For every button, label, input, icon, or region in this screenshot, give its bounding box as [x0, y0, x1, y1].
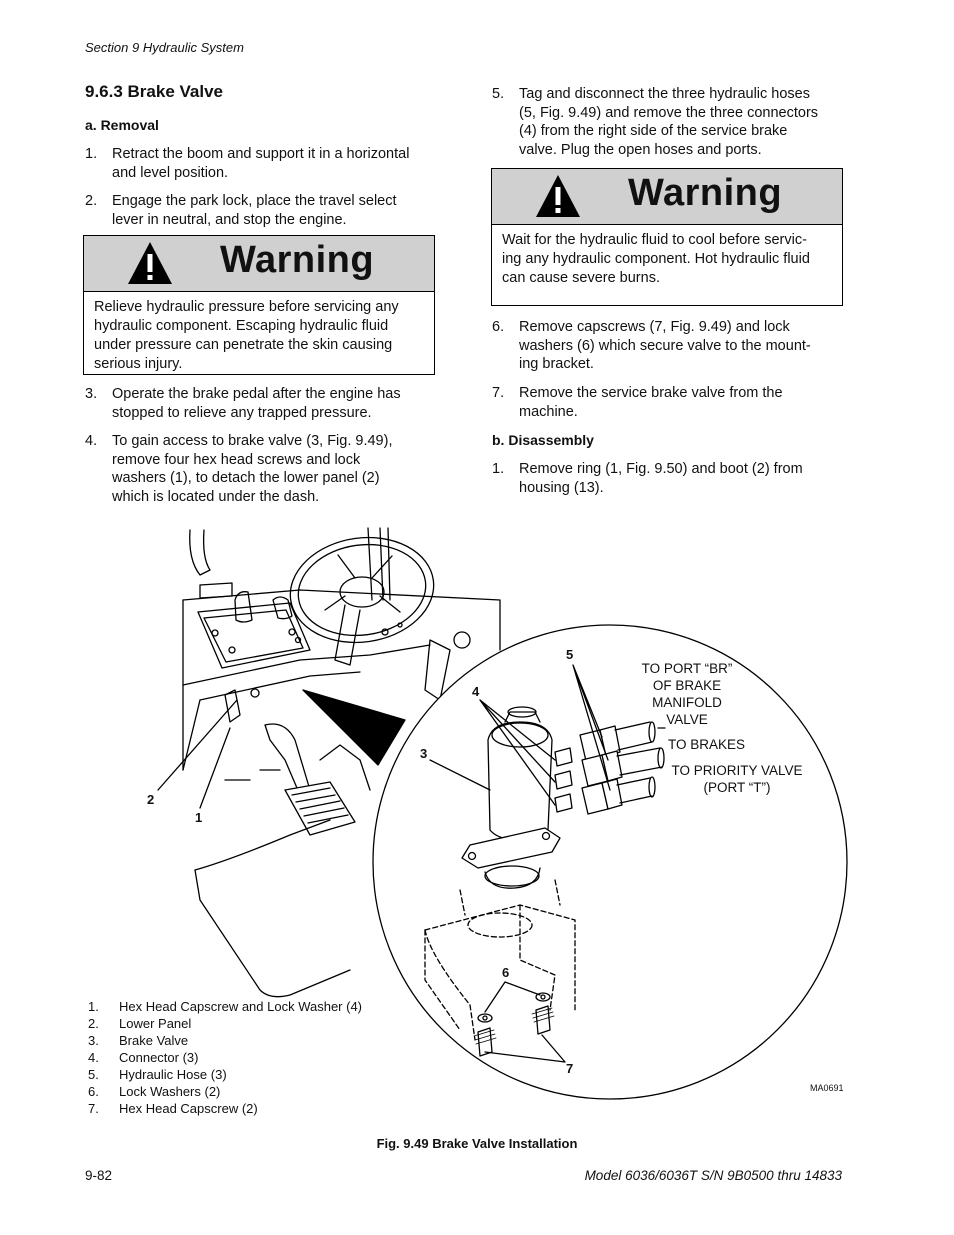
- step-line: Remove capscrews (7, Fig. 9.49) and lock: [519, 319, 790, 335]
- warning-triangle-icon: [126, 240, 174, 286]
- step-line: housing (13).: [519, 479, 604, 496]
- step-number: 6.: [492, 319, 505, 335]
- warning-header: [492, 169, 842, 225]
- disassembly-heading: b. Disassembly: [492, 432, 594, 448]
- to-priority-label: [667, 762, 807, 796]
- label-line: MANIFOLD: [652, 695, 722, 710]
- removal-step-1: [85, 145, 445, 185]
- callout-7: 7: [566, 1061, 574, 1076]
- warning-line: under pressure can penetrate the skin causing: [94, 337, 393, 353]
- callout-6: 6: [502, 965, 510, 980]
- warning-triangle-icon: [534, 173, 582, 219]
- zoom-pointer: [303, 690, 405, 765]
- step-line: which is located under the dash.: [112, 488, 320, 505]
- label-line: OF BRAKE: [652, 678, 722, 693]
- step-line: (5, Fig. 9.49) and remove the three connectors: [519, 104, 819, 121]
- model-info: Model 6036/6036T S/N 9B0500 thru 14833: [584, 1168, 842, 1183]
- detail-circle: [373, 625, 847, 1099]
- step-line: stopped to relieve any trapped pressure.: [112, 404, 372, 421]
- warning-header: [84, 236, 434, 292]
- warning-line: Wait for the hydraulic fluid to cool before servic-: [502, 232, 807, 248]
- step-line: and level position.: [112, 164, 229, 181]
- step-line: (4) from the right side of the service brake: [519, 123, 788, 139]
- removal-step-4: [85, 432, 445, 508]
- callout-1: 1: [195, 810, 203, 825]
- step-line: washers (6) which secure valve to the mount-: [519, 337, 811, 354]
- step-number: 3.: [85, 386, 98, 402]
- to-brakes-label: TO BRAKES: [668, 737, 746, 752]
- step-number: 1.: [492, 461, 505, 477]
- warning-line: serious injury.: [94, 356, 183, 372]
- disassembly-step-1: [492, 460, 852, 500]
- step-number: 1.: [85, 146, 98, 162]
- callout-5: 5: [566, 647, 574, 662]
- step-line: Remove ring (1, Fig. 9.50) and boot (2) from: [519, 461, 803, 477]
- callout-2: 2: [147, 792, 155, 807]
- warning-line: can cause severe burns.: [502, 270, 660, 286]
- step-number: 4.: [85, 433, 98, 449]
- label-line: TO PRIORITY VALVE: [671, 763, 803, 778]
- removal-step-3: [85, 385, 445, 425]
- figure-caption: Fig. 9.49 Brake Valve Installation: [376, 1136, 578, 1151]
- step-line: Operate the brake pedal after the engine has: [112, 386, 401, 402]
- warning-line: Relieve hydraulic pressure before servicing any: [94, 299, 399, 315]
- step-line: Engage the park lock, place the travel select: [112, 193, 397, 209]
- removal-step-5: [492, 85, 852, 161]
- step-number: 2.: [85, 193, 98, 209]
- step-number: 7.: [492, 385, 505, 401]
- label-line: VALVE: [666, 712, 708, 727]
- step-line: To gain access to brake valve (3, Fig. 9.49),: [112, 433, 393, 449]
- step-line: washers (1), to detach the lower panel (2): [112, 470, 380, 486]
- removal-heading: a. Removal: [85, 117, 159, 133]
- warning-text: [84, 292, 434, 374]
- label-line: TO PORT “BR”: [641, 661, 733, 676]
- step-line: Remove the service brake valve from the: [519, 385, 783, 401]
- warning-text: [492, 225, 842, 288]
- warning-box: [491, 168, 843, 306]
- warning-line: hydraulic component. Escaping hydraulic fluid: [94, 318, 389, 334]
- step-line: remove four hex head screws and lock: [112, 451, 361, 468]
- drawing-code: MA0691: [810, 1083, 844, 1093]
- callout-4: 4: [472, 684, 480, 699]
- removal-step-6: [492, 318, 852, 376]
- step-line: machine.: [519, 403, 578, 420]
- step-line: ing bracket.: [519, 356, 594, 372]
- callout-3: 3: [420, 746, 428, 761]
- step-number: 5.: [492, 86, 505, 102]
- removal-step-2: [85, 192, 445, 232]
- step-line: Retract the boom and support it in a horizontal: [112, 146, 410, 162]
- warning-title: Warning: [628, 172, 783, 214]
- step-line: Tag and disconnect the three hydraulic hoses: [519, 86, 810, 102]
- step-line: lever in neutral, and stop the engine.: [112, 211, 347, 228]
- warning-box: [83, 235, 435, 375]
- section-title: 9.6.3 Brake Valve: [85, 82, 224, 101]
- warning-title: Warning: [220, 239, 375, 281]
- port-br-label: [632, 660, 742, 728]
- label-line: (PORT “T”): [703, 780, 771, 795]
- page-number: 9-82: [85, 1168, 113, 1183]
- removal-step-7: [492, 384, 852, 424]
- warning-line: ing any hydraulic component. Hot hydraulic fluid: [502, 251, 810, 267]
- step-line: valve. Plug the open hoses and ports.: [519, 141, 762, 158]
- running-header: Section 9 Hydraulic System: [85, 40, 244, 55]
